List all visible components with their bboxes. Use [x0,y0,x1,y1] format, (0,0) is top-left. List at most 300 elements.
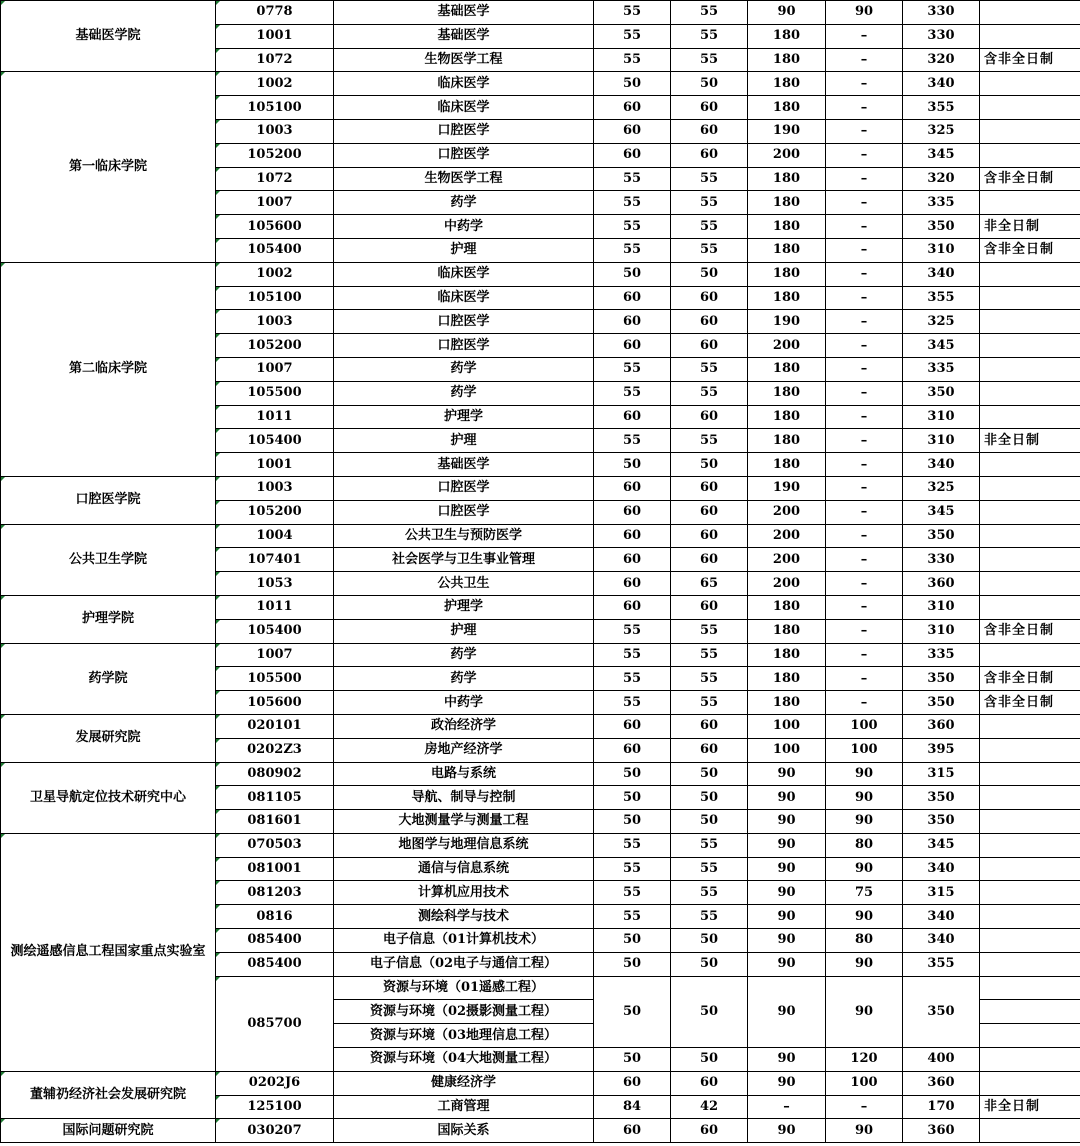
politics-score: 60 [594,524,671,548]
major-name: 口腔医学 [334,119,594,143]
total-score: 325 [903,119,980,143]
politics-score: 55 [594,167,671,191]
major-name: 口腔医学 [334,143,594,167]
table-row [1,833,1080,857]
subject2-score: – [826,595,903,619]
note [980,72,1080,96]
major-name: 计算机应用技术 [334,881,594,905]
total-score: 350 [903,810,980,834]
major-code: 0202Z3 [216,738,334,762]
politics-score: 60 [594,405,671,429]
total-score: 360 [903,1071,980,1095]
foreign-language-score: 55 [671,215,748,239]
subject2-score: 90 [826,1119,903,1143]
major-code: 105200 [216,143,334,167]
politics-score: 60 [594,738,671,762]
politics-score: 60 [594,476,671,500]
major-name: 护理 [334,429,594,453]
total-score: 340 [903,929,980,953]
major-code: 0778 [216,1,334,25]
subject1-score: 190 [748,119,826,143]
major-code: 105400 [216,619,334,643]
foreign-language-score: 65 [671,572,748,596]
major-name: 电子信息（02电子与通信工程） [334,952,594,976]
major-name: 导航、制导与控制 [334,786,594,810]
total-score: 350 [903,786,980,810]
subject2-score: – [826,48,903,72]
total-score: 310 [903,238,980,262]
note [980,929,1080,953]
politics-score: 60 [594,714,671,738]
politics-score: 60 [594,548,671,572]
foreign-language-score: 60 [671,143,748,167]
major-code: 1001 [216,24,334,48]
subject2-score: – [826,691,903,715]
subject1-score: 90 [748,1048,826,1072]
total-score: 360 [903,572,980,596]
major-name: 地图学与地理信息系统 [334,833,594,857]
politics-score: 60 [594,310,671,334]
major-code: 1072 [216,48,334,72]
total-score: 310 [903,405,980,429]
subject1-score: 190 [748,310,826,334]
subject1-score: 200 [748,548,826,572]
subject1-score: – [748,1095,826,1119]
total-score: 350 [903,381,980,405]
major-code: 081105 [216,786,334,810]
politics-score: 50 [594,1048,671,1072]
politics-score: 60 [594,286,671,310]
foreign-language-score: 55 [671,357,748,381]
politics-score: 50 [594,952,671,976]
foreign-language-score: 55 [671,667,748,691]
subject1-score: 180 [748,262,826,286]
subject1-score: 180 [748,167,826,191]
total-score: 345 [903,143,980,167]
major-name: 临床医学 [334,262,594,286]
total-score: 320 [903,48,980,72]
foreign-language-score: 55 [671,48,748,72]
note: 含非全日制 [980,48,1080,72]
politics-score: 55 [594,357,671,381]
subject1-score: 90 [748,1071,826,1095]
major-name: 基础医学 [334,453,594,477]
major-name: 基础医学 [334,1,594,25]
subject1-score: 90 [748,810,826,834]
total-score: 350 [903,667,980,691]
major-code: 1053 [216,572,334,596]
subject1-score: 90 [748,1119,826,1143]
foreign-language-score: 55 [671,167,748,191]
subject1-score: 90 [748,905,826,929]
table-row [1,524,1080,548]
subject1-score: 180 [748,357,826,381]
major-name: 药学 [334,381,594,405]
major-name: 大地测量学与测量工程 [334,810,594,834]
major-name: 生物医学工程 [334,48,594,72]
subject1-score: 90 [748,1,826,25]
major-name: 资源与环境（04大地测量工程） [334,1048,594,1072]
foreign-language-score: 60 [671,548,748,572]
foreign-language-score: 50 [671,786,748,810]
subject1-score: 180 [748,429,826,453]
subject2-score: 120 [826,1048,903,1072]
note [980,143,1080,167]
major-code: 1072 [216,167,334,191]
subject2-score: – [826,476,903,500]
college-name: 发展研究院 [1,714,216,762]
politics-score: 55 [594,667,671,691]
major-name: 政治经济学 [334,714,594,738]
total-score: 340 [903,857,980,881]
subject1-score: 100 [748,714,826,738]
politics-score: 55 [594,1,671,25]
total-score: 345 [903,833,980,857]
major-name: 社会医学与卫生事业管理 [334,548,594,572]
note [980,1024,1080,1048]
total-score: 310 [903,429,980,453]
major-name: 药学 [334,191,594,215]
foreign-language-score: 60 [671,738,748,762]
table-row [1,476,1080,500]
politics-score: 55 [594,905,671,929]
subject2-score: 100 [826,1071,903,1095]
foreign-language-score: 50 [671,1048,748,1072]
subject1-score: 200 [748,143,826,167]
total-score: 310 [903,595,980,619]
subject1-score: 180 [748,453,826,477]
major-code: 105100 [216,96,334,120]
major-code: 105600 [216,215,334,239]
major-code: 1002 [216,262,334,286]
note: 含非全日制 [980,619,1080,643]
major-code: 1007 [216,643,334,667]
total-score: 310 [903,619,980,643]
subject1-score: 180 [748,24,826,48]
note [980,1119,1080,1143]
table-row [1,1119,1080,1143]
major-name: 护理 [334,619,594,643]
politics-score: 50 [594,810,671,834]
major-name: 口腔医学 [334,500,594,524]
note: 非全日制 [980,1095,1080,1119]
note [980,96,1080,120]
foreign-language-score: 60 [671,476,748,500]
major-code: 085400 [216,952,334,976]
major-code: 1002 [216,72,334,96]
note [980,381,1080,405]
note [980,905,1080,929]
major-name: 临床医学 [334,286,594,310]
politics-score: 60 [594,334,671,358]
major-name: 国际关系 [334,1119,594,1143]
college-name: 国际问题研究院 [1,1119,216,1143]
foreign-language-score: 55 [671,619,748,643]
politics-score: 55 [594,429,671,453]
foreign-language-score: 50 [671,762,748,786]
note [980,810,1080,834]
table-row [1,643,1080,667]
table-row [1,762,1080,786]
subject2-score: 75 [826,881,903,905]
foreign-language-score: 50 [671,262,748,286]
subject2-score: – [826,500,903,524]
college-name: 药学院 [1,643,216,714]
major-code: 1003 [216,310,334,334]
subject2-score: – [826,143,903,167]
politics-score: 50 [594,762,671,786]
foreign-language-score: 50 [671,72,748,96]
politics-score: 84 [594,1095,671,1119]
subject2-score: 80 [826,833,903,857]
major-name: 通信与信息系统 [334,857,594,881]
politics-score: 50 [594,976,671,1047]
subject2-score: – [826,310,903,334]
note: 非全日制 [980,215,1080,239]
major-code: 1011 [216,595,334,619]
subject2-score: 90 [826,952,903,976]
major-code: 085400 [216,929,334,953]
politics-score: 50 [594,929,671,953]
major-name: 临床医学 [334,72,594,96]
foreign-language-score: 60 [671,500,748,524]
note [980,357,1080,381]
major-name: 护理 [334,238,594,262]
total-score: 335 [903,643,980,667]
note [980,1071,1080,1095]
note [980,1000,1080,1024]
major-name: 口腔医学 [334,310,594,334]
foreign-language-score: 60 [671,595,748,619]
major-name: 口腔医学 [334,476,594,500]
foreign-language-score: 50 [671,952,748,976]
total-score: 360 [903,714,980,738]
politics-score: 60 [594,143,671,167]
foreign-language-score: 55 [671,881,748,905]
foreign-language-score: 50 [671,929,748,953]
note [980,738,1080,762]
note [980,548,1080,572]
major-code: 1001 [216,453,334,477]
subject2-score: 90 [826,905,903,929]
college-name: 测绘遥感信息工程国家重点实验室 [1,833,216,1071]
total-score: 355 [903,952,980,976]
subject2-score: – [826,334,903,358]
subject2-score: – [826,667,903,691]
foreign-language-score: 60 [671,1119,748,1143]
major-name: 健康经济学 [334,1071,594,1095]
total-score: 395 [903,738,980,762]
subject2-score: 90 [826,786,903,810]
foreign-language-score: 55 [671,191,748,215]
note [980,1048,1080,1072]
subject2-score: 90 [826,762,903,786]
note: 含非全日制 [980,691,1080,715]
subject2-score: – [826,643,903,667]
major-name: 护理学 [334,405,594,429]
note [980,857,1080,881]
major-code: 081001 [216,857,334,881]
major-code: 081203 [216,881,334,905]
note [980,453,1080,477]
major-name: 房地产经济学 [334,738,594,762]
college-name: 基础医学院 [1,1,216,72]
major-code: 1007 [216,191,334,215]
subject2-score: – [826,286,903,310]
total-score: 345 [903,500,980,524]
major-name: 中药学 [334,691,594,715]
foreign-language-score: 55 [671,857,748,881]
major-code: 105100 [216,286,334,310]
foreign-language-score: 55 [671,429,748,453]
subject2-score: – [826,548,903,572]
subject2-score: – [826,381,903,405]
total-score: 330 [903,24,980,48]
politics-score: 55 [594,238,671,262]
subject1-score: 200 [748,500,826,524]
subject2-score: – [826,238,903,262]
politics-score: 55 [594,881,671,905]
major-code: 020101 [216,714,334,738]
note [980,1,1080,25]
major-code: 105400 [216,238,334,262]
major-name: 电子信息（01计算机技术） [334,929,594,953]
note [980,500,1080,524]
note [980,286,1080,310]
politics-score: 55 [594,24,671,48]
subject2-score: – [826,24,903,48]
subject1-score: 180 [748,643,826,667]
major-code: 085700 [216,976,334,1071]
note [980,476,1080,500]
total-score: 350 [903,215,980,239]
note: 含非全日制 [980,238,1080,262]
foreign-language-score: 55 [671,24,748,48]
politics-score: 50 [594,453,671,477]
note [980,572,1080,596]
major-code: 105400 [216,429,334,453]
foreign-language-score: 55 [671,1,748,25]
total-score: 340 [903,262,980,286]
total-score: 335 [903,357,980,381]
note [980,191,1080,215]
major-code: 105200 [216,334,334,358]
foreign-language-score: 50 [671,976,748,1047]
politics-score: 60 [594,96,671,120]
total-score: 170 [903,1095,980,1119]
total-score: 335 [903,191,980,215]
foreign-language-score: 55 [671,833,748,857]
subject1-score: 90 [748,762,826,786]
subject2-score: 90 [826,1,903,25]
foreign-language-score: 60 [671,119,748,143]
politics-score: 60 [594,595,671,619]
note [980,643,1080,667]
subject1-score: 180 [748,595,826,619]
politics-score: 60 [594,1119,671,1143]
foreign-language-score: 55 [671,691,748,715]
foreign-language-score: 55 [671,643,748,667]
subject2-score: – [826,215,903,239]
total-score: 355 [903,96,980,120]
major-code: 0202J6 [216,1071,334,1095]
total-score: 325 [903,310,980,334]
subject1-score: 180 [748,381,826,405]
note [980,334,1080,358]
table-row [1,595,1080,619]
major-code: 1004 [216,524,334,548]
foreign-language-score: 60 [671,714,748,738]
note [980,714,1080,738]
college-name: 第二临床学院 [1,262,216,476]
foreign-language-score: 60 [671,524,748,548]
note [980,119,1080,143]
foreign-language-score: 55 [671,238,748,262]
note: 非全日制 [980,429,1080,453]
table-row [1,1,1080,25]
subject1-score: 90 [748,786,826,810]
subject2-score: – [826,167,903,191]
major-name: 公共卫生 [334,572,594,596]
note [980,524,1080,548]
note [980,405,1080,429]
major-name: 药学 [334,357,594,381]
total-score: 330 [903,548,980,572]
subject1-score: 200 [748,524,826,548]
major-name: 公共卫生与预防医学 [334,524,594,548]
subject2-score: – [826,191,903,215]
politics-score: 60 [594,1071,671,1095]
major-code: 105200 [216,500,334,524]
subject1-score: 180 [748,238,826,262]
subject2-score: 90 [826,810,903,834]
major-name: 测绘科学与技术 [334,905,594,929]
foreign-language-score: 55 [671,905,748,929]
politics-score: 55 [594,857,671,881]
subject1-score: 180 [748,96,826,120]
subject2-score: 100 [826,714,903,738]
major-name: 护理学 [334,595,594,619]
table-row [1,714,1080,738]
major-code: 070503 [216,833,334,857]
subject2-score: 80 [826,929,903,953]
major-code: 1003 [216,119,334,143]
foreign-language-score: 60 [671,286,748,310]
major-code: 125100 [216,1095,334,1119]
subject1-score: 180 [748,667,826,691]
subject2-score: – [826,572,903,596]
politics-score: 60 [594,119,671,143]
major-name: 资源与环境（03地理信息工程） [334,1024,594,1048]
total-score: 350 [903,691,980,715]
subject1-score: 200 [748,334,826,358]
note [980,881,1080,905]
politics-score: 55 [594,381,671,405]
subject1-score: 180 [748,691,826,715]
subject2-score: – [826,405,903,429]
subject1-score: 90 [748,833,826,857]
subject1-score: 180 [748,72,826,96]
subject2-score: – [826,429,903,453]
total-score: 340 [903,72,980,96]
major-code: 080902 [216,762,334,786]
note: 含非全日制 [980,667,1080,691]
total-score: 355 [903,286,980,310]
subject1-score: 180 [748,191,826,215]
total-score: 320 [903,167,980,191]
foreign-language-score: 60 [671,96,748,120]
subject2-score: – [826,72,903,96]
